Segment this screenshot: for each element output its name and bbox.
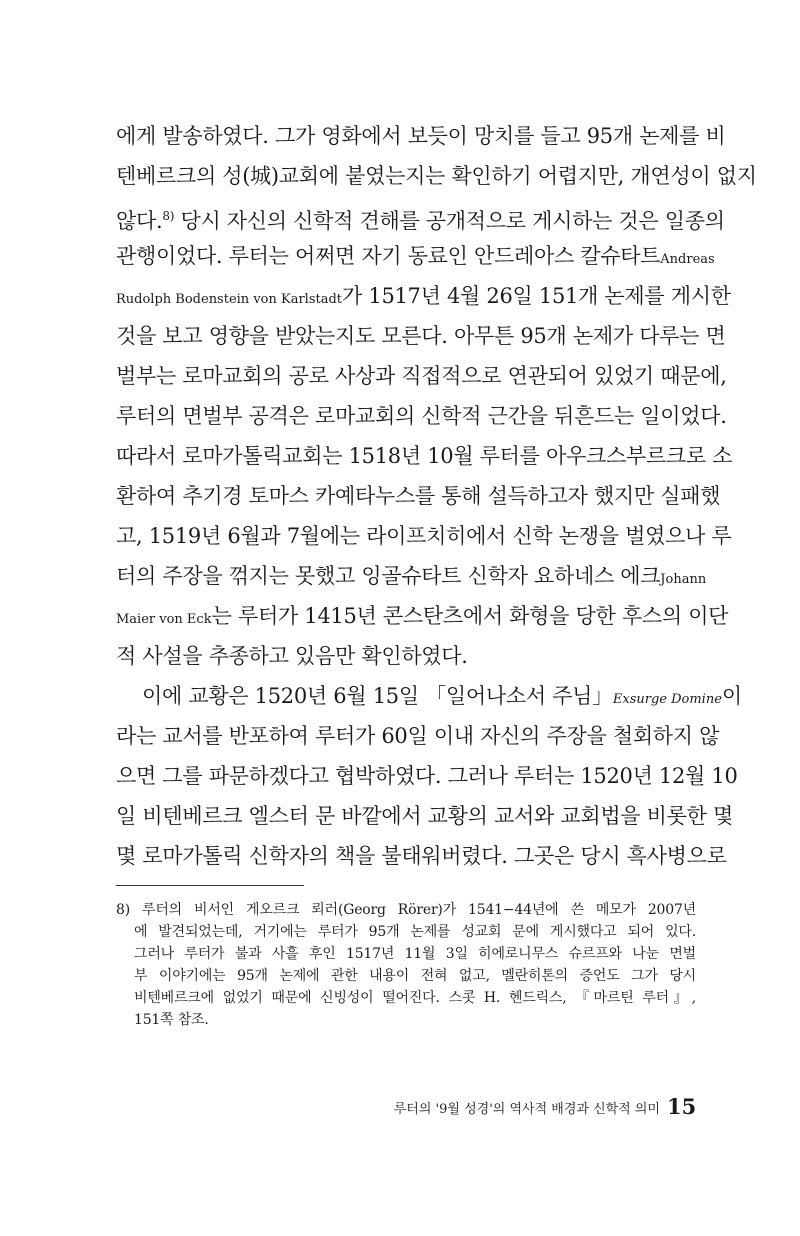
text-line: 환하여 추기경 토마스 카예타누스를 통해 설득하고자 했지만 실패했 — [116, 484, 721, 508]
text-line: 텐베르크의 성(城)교회에 붙였는지는 확인하기 어렵지만, 개연성이 없지 — [116, 164, 757, 188]
footnote-divider — [116, 885, 304, 886]
text-line — [116, 236, 715, 276]
original-name: Maier von Eck — [116, 612, 212, 627]
running-head: 루터의 '9월 성경'의 역사적 배경과 신학적 의미 — [393, 1102, 660, 1117]
text-line: 라는 교서를 반포하여 루터가 60일 이내 자신의 주장을 철회하지 않 — [116, 724, 720, 748]
text-line: 몇 로마가톨릭 신학자의 책을 불태워버렸다. 그곳은 당시 흑사병으로 — [116, 844, 727, 868]
text-line: 벌부는 로마교회의 공로 사상과 직접적으로 연관되어 있었기 때문에, — [116, 364, 727, 388]
text-run: 이 — [721, 684, 742, 708]
text-run: 않다. — [116, 209, 163, 233]
text-line: 루터의 면벌부 공격은 로마교회의 신학적 근간을 뒤흔드는 일이었다. — [116, 404, 727, 428]
original-title: Exsurge Domine — [612, 692, 722, 707]
original-name: Johann — [660, 572, 707, 587]
original-name: Andreas — [660, 252, 715, 267]
text-line: 에게 발송하였다. 그가 영화에서 보듯이 망치를 들고 95개 논제를 비 — [116, 124, 726, 148]
text-line: 따라서 로마가톨릭교회는 1518년 10월 루터를 아우크스부르크로 소 — [116, 444, 733, 468]
text-line: 고, 1519년 6월과 7월에는 라이프치히에서 신학 논쟁을 벌였으나 루 — [116, 524, 732, 548]
footnote-line: 151쪽 참조. — [134, 1012, 209, 1028]
text-run: 이에 교황은 1520년 6월 15일 「일어나소서 주님」 — [142, 684, 613, 708]
text-run: 당시 자신의 신학적 견해를 공개적으로 게시하는 것은 일종의 — [174, 209, 725, 233]
footnote-marker: 8) — [162, 209, 175, 223]
original-name: Rudolph Bodenstein von Karlstadt — [116, 292, 343, 307]
text-run: 관행이었다. 루터는 어쩌면 자기 동료인 안드레아스 칼슈타트 — [116, 244, 661, 268]
text-run: 터의 주장을 꺾지는 못했고 잉골슈타트 신학자 요하네스 에크 — [116, 564, 661, 588]
text-line — [116, 676, 742, 716]
text-line — [116, 276, 731, 316]
footnote-line: 그러나 루터가 불과 사흘 후인 1517년 11월 3일 히에로니무스 슈르프와 나눈 면벌 — [134, 946, 696, 962]
text-line — [116, 196, 725, 236]
footnote-line: 에 발견되었는데, 거기에는 루터가 95개 논제를 성교회 문에 게시했다고 되어 있다. — [134, 924, 696, 940]
text-line: 것을 보고 영향을 받았는지도 모른다. 아무튼 95개 논제가 다루는 면 — [116, 324, 726, 348]
footnote-line: 부 이야기에는 95개 논제에 관한 내용이 전혀 없고, 멜란히톤의 증언도 그가 당시 — [134, 968, 696, 984]
text-run: 가 1517년 4월 26일 151개 논제를 게시한 — [342, 284, 731, 308]
footnote-line: 8) 루터의 비서인 게오르크 뢰러(Georg Rörer)가 1541−44년에 쓴 메모가 2007년 — [116, 902, 696, 918]
text-line: 으면 그를 파문하겠다고 협박하였다. 그러나 루터는 1520년 12월 10 — [116, 764, 738, 788]
text-line: 적 사설을 추종하고 있음만 확인하였다. — [116, 644, 468, 668]
page-number: 15 — [667, 1094, 697, 1119]
text-line — [116, 556, 707, 596]
text-line — [116, 596, 729, 636]
footnote-line: 비텐베르크에 없었기 때문에 신빙성이 떨어진다. 스콧 H. 헨드릭스, 『마르틴 루터』, — [134, 990, 696, 1006]
text-run: 는 루터가 1415년 콘스탄츠에서 화형을 당한 후스의 이단 — [211, 604, 729, 628]
text-line: 일 비텐베르크 엘스터 문 바깥에서 교황의 교서와 교회법을 비롯한 몇 — [116, 804, 733, 828]
